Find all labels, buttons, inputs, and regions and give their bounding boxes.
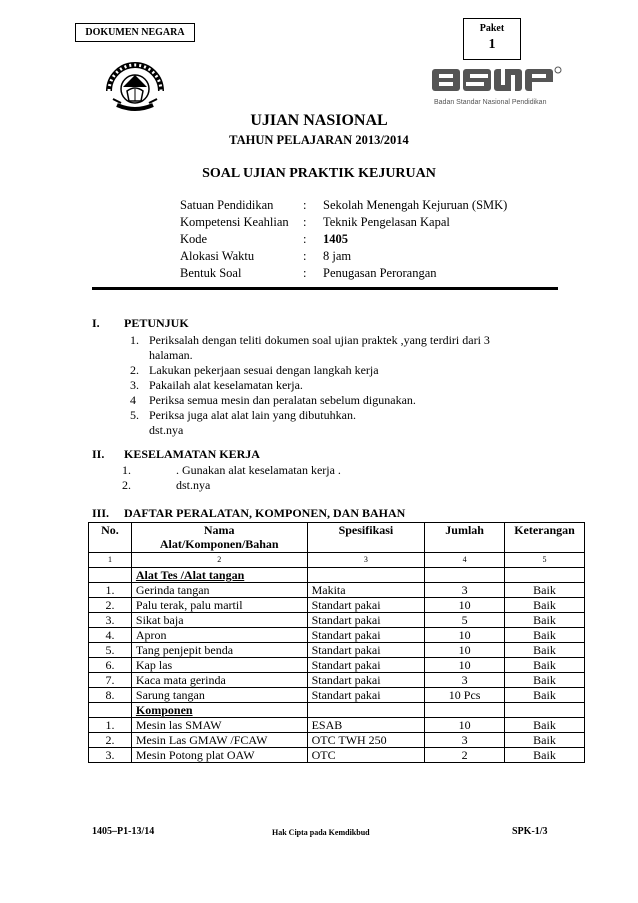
table-row [89, 658, 585, 673]
list-text: dst.nya [176, 478, 211, 492]
table-cell: 2. [89, 733, 132, 748]
list-item [130, 393, 490, 408]
list-item [130, 408, 490, 423]
table-cell: Apron [131, 628, 307, 643]
table-cell: Baik [505, 643, 585, 658]
meta-value: 1405 [323, 232, 348, 246]
meta-separator: : [303, 266, 307, 280]
table-cell: 2 [425, 748, 505, 763]
section-roman: III. [92, 506, 110, 520]
table-cell: 3. [89, 613, 132, 628]
table-cell: Standart pakai [307, 613, 425, 628]
table-cell: 7. [89, 673, 132, 688]
table-cell: 5. [89, 643, 132, 658]
meta-key: Satuan Pendidikan [180, 198, 274, 212]
list-item [130, 333, 490, 348]
table-cell [307, 703, 425, 718]
table-cell: 3 [425, 673, 505, 688]
meta-row [180, 231, 583, 248]
exam-subject: SOAL UJIAN PRAKTIK KEJURUAN [202, 166, 436, 181]
meta-key: Kompetensi Keahlian [180, 215, 289, 229]
list-text: dst.nya [149, 423, 184, 437]
list-text: Periksa juga alat alat lain yang dibutuhkan. [149, 408, 356, 422]
table-cell: Standart pakai [307, 688, 425, 703]
group-title: Alat Tes /Alat tangan [131, 568, 307, 583]
meta-value: Sekolah Menengah Kejuruan (SMK) [323, 198, 508, 212]
table-row [89, 643, 585, 658]
list-number: 4 [130, 393, 136, 407]
table-cell: 10 [425, 628, 505, 643]
table-cell: Gerinda tangan [131, 583, 307, 598]
table-cell [307, 568, 425, 583]
meta-row [180, 197, 583, 214]
table-cell: Mesin Potong plat OAW [131, 748, 307, 763]
table-cell: Kap las [131, 658, 307, 673]
table-cell: Baik [505, 613, 585, 628]
table-cell: Standart pakai [307, 673, 425, 688]
table-row [89, 748, 585, 763]
table-row [89, 718, 585, 733]
dokumen-negara-label: DOKUMEN NEGARA [75, 23, 195, 42]
table-cell: 6. [89, 658, 132, 673]
list-number: 2. [130, 363, 139, 377]
column-number: 5 [505, 553, 585, 568]
table-cell: Mesin Las GMAW /FCAW [131, 733, 307, 748]
table-group-row [89, 703, 585, 718]
table-cell: 10 [425, 643, 505, 658]
paket-number: 1 [488, 37, 496, 52]
section-keselamatan [92, 447, 341, 493]
table-cell: Baik [505, 748, 585, 763]
table-header-cell: Jumlah [425, 523, 505, 553]
table-cell: Sarung tangan [131, 688, 307, 703]
paket-box [463, 18, 521, 60]
table-header-row [89, 523, 585, 553]
section-petunjuk [92, 316, 490, 438]
list-item [122, 478, 341, 493]
table-cell: 3 [425, 583, 505, 598]
table-cell: Baik [505, 658, 585, 673]
table-cell: Palu terak, palu martil [131, 598, 307, 613]
meta-key: Bentuk Soal [180, 266, 242, 280]
exam-year: TAHUN PELAJARAN 2013/2014 [229, 133, 409, 147]
list-text: Periksa semua mesin dan peralatan sebelum digunakan. [149, 393, 416, 407]
list-item [130, 378, 490, 393]
list-number: 1. [122, 463, 131, 477]
list-number: 1. [130, 333, 139, 347]
table-cell: Standart pakai [307, 598, 425, 613]
meta-value: Penugasan Perorangan [323, 266, 437, 280]
meta-value: Teknik Pengelasan Kapal [323, 215, 450, 229]
paket-label: Paket [479, 23, 505, 34]
list-item [130, 423, 490, 438]
bsnp-logo-icon [432, 66, 562, 110]
table-cell: Baik [505, 673, 585, 688]
list-item [130, 363, 490, 378]
section-daftar [92, 506, 405, 521]
meta-separator: : [303, 215, 307, 229]
meta-row [180, 265, 583, 282]
list-text: Lakukan pekerjaan sesuai dengan langkah kerja [149, 363, 379, 377]
table-cell: Baik [505, 688, 585, 703]
exam-title: UJIAN NASIONAL [250, 112, 388, 129]
table-cell: Sikat baja [131, 613, 307, 628]
table-row [89, 583, 585, 598]
list-number [130, 348, 149, 363]
list-number [130, 423, 149, 438]
table-cell: Baik [505, 718, 585, 733]
table-row [89, 613, 585, 628]
table-cell: 3 [425, 733, 505, 748]
section-roman: I. [92, 316, 100, 330]
table-row [89, 598, 585, 613]
column-number: 4 [425, 553, 505, 568]
group-title: Komponen [131, 703, 307, 718]
table-cell: Mesin las SMAW [131, 718, 307, 733]
list-text: halaman. [149, 348, 193, 362]
list-text: Periksalah dengan teliti dokumen soal ujian praktek ,yang terdiri dari 3 [149, 333, 490, 347]
list-item [122, 463, 341, 478]
meta-separator: : [303, 249, 307, 263]
section-title: KESELAMATAN KERJA [124, 447, 260, 461]
table-cell: Baik [505, 598, 585, 613]
list-number: 3. [130, 378, 139, 392]
table-cell: 10 [425, 658, 505, 673]
list-item [130, 348, 490, 363]
meta-row [180, 248, 583, 265]
table-cell [89, 568, 132, 583]
table-cell [89, 703, 132, 718]
table-row [89, 688, 585, 703]
header-divider [92, 287, 558, 290]
table-cell: 10 [425, 718, 505, 733]
footer-page: SPK-1/3 [512, 826, 548, 837]
table-cell: Standart pakai [307, 628, 425, 643]
meta-separator: : [303, 198, 307, 212]
list-number: 2. [122, 478, 131, 492]
meta-row [180, 214, 583, 231]
table-cell: 4. [89, 628, 132, 643]
table-cell: 10 Pcs [425, 688, 505, 703]
table-cell: 2. [89, 598, 132, 613]
section-title: PETUNJUK [124, 316, 189, 330]
meta-value: 8 jam [323, 249, 352, 263]
bsnp-subtitle: Badan Standar Nasional Pendidikan [434, 99, 547, 106]
table-column-number-row [89, 553, 585, 568]
table-cell [425, 568, 505, 583]
section-title: DAFTAR PERALATAN, KOMPONEN, DAN BAHAN [124, 506, 406, 520]
tut-wuri-handayani-logo-icon [103, 55, 167, 115]
equipment-table [88, 522, 585, 763]
table-cell: 5 [425, 613, 505, 628]
table-cell [505, 703, 585, 718]
table-cell: Baik [505, 583, 585, 598]
table-header-cell: Keterangan [505, 523, 585, 553]
table-row [89, 628, 585, 643]
table-cell: OTC TWH 250 [307, 733, 425, 748]
footer-code: 1405–P1-13/14 [92, 826, 155, 837]
table-header-cell: Nama Alat/Komponen/Bahan [131, 523, 307, 553]
table-cell: 1. [89, 583, 132, 598]
table-cell: Standart pakai [307, 658, 425, 673]
table-cell: 8. [89, 688, 132, 703]
table-cell: Standart pakai [307, 643, 425, 658]
table-group-row [89, 568, 585, 583]
list-number: 5. [130, 408, 139, 422]
table-row [89, 673, 585, 688]
list-text: . Gunakan alat keselamatan kerja . [176, 463, 341, 477]
table-row [89, 733, 585, 748]
table-cell: 1. [89, 718, 132, 733]
column-number: 2 [131, 553, 307, 568]
table-cell: Baik [505, 628, 585, 643]
table-cell: 10 [425, 598, 505, 613]
column-number: 1 [89, 553, 132, 568]
meta-separator: : [303, 232, 307, 246]
table-cell: OTC [307, 748, 425, 763]
footer-copyright: Hak Cipta pada Kemdikbud [272, 828, 370, 837]
section-roman: II. [92, 447, 105, 461]
table-header-cell: No. [89, 523, 132, 553]
exam-meta [180, 197, 583, 282]
table-header-cell: Spesifikasi [307, 523, 425, 553]
table-cell [425, 703, 505, 718]
meta-key: Alokasi Waktu [180, 249, 255, 263]
table-cell [505, 568, 585, 583]
table-cell: Baik [505, 733, 585, 748]
table-cell: Makita [307, 583, 425, 598]
table-cell: Kaca mata gerinda [131, 673, 307, 688]
table-cell: ESAB [307, 718, 425, 733]
table-cell: Tang penjepit benda [131, 643, 307, 658]
column-number: 3 [307, 553, 425, 568]
table-cell: 3. [89, 748, 132, 763]
list-text: Pakailah alat keselamatan kerja. [149, 378, 303, 392]
meta-key: Kode [180, 232, 208, 246]
